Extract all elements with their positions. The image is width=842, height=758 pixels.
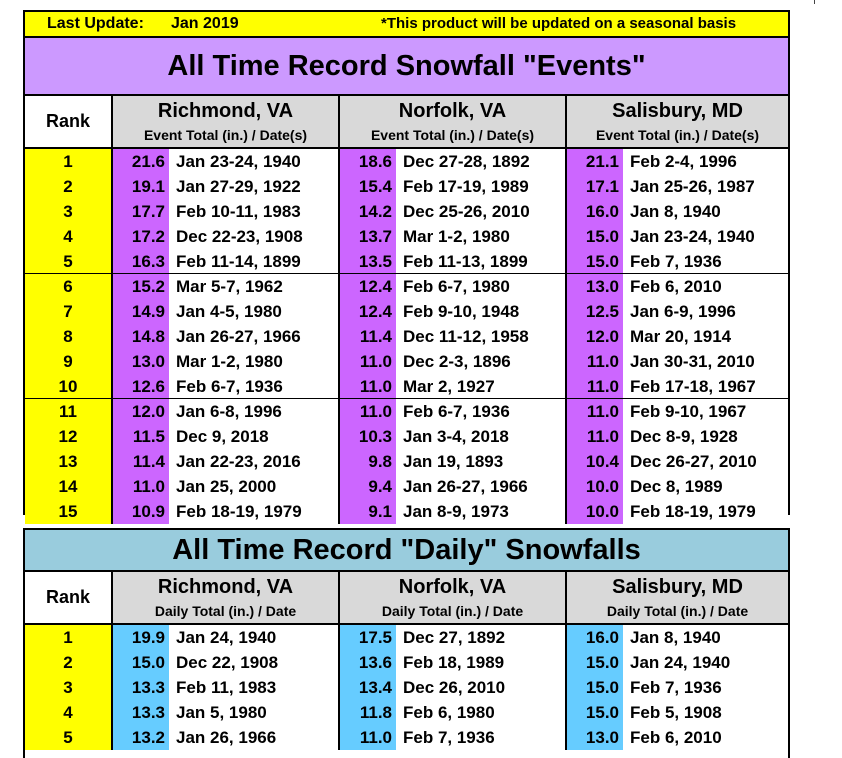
- snowfall-date: Jan 3-4, 2018: [396, 424, 567, 449]
- snowfall-total: 11.0: [340, 349, 396, 374]
- snowfall-total: 13.6: [340, 650, 396, 675]
- snowfall-date: Feb 11, 1983: [169, 675, 340, 700]
- events-city-header-norfolk: [340, 96, 567, 149]
- events-city-header-salisbury: [567, 96, 788, 149]
- daily-title: All Time Record "Daily" Snowfalls: [25, 530, 788, 572]
- city-name: Richmond, VA: [157, 100, 294, 122]
- snowfall-date: Jan 30-31, 2010: [623, 349, 788, 374]
- snowfall-total: 21.6: [113, 149, 169, 174]
- snowfall-total: 12.6: [113, 374, 169, 399]
- column-subheader: Event Total (in.) / Date(s): [143, 127, 308, 143]
- snowfall-date: Mar 20, 1914: [623, 324, 788, 349]
- rank-cell: 3: [25, 199, 113, 224]
- snowfall-total: 17.1: [567, 174, 623, 199]
- snowfall-date: Jan 26-27, 1966: [169, 324, 340, 349]
- last-update-label: Last Update:: [47, 15, 144, 32]
- snowfall-date: Feb 6, 2010: [623, 274, 788, 299]
- snowfall-total: 11.8: [340, 700, 396, 725]
- snowfall-total: 13.3: [113, 675, 169, 700]
- snowfall-date: Feb 18, 1989: [396, 650, 567, 675]
- snowfall-date: Feb 18-19, 1979: [623, 499, 788, 524]
- snowfall-date: Mar 2, 1927: [396, 374, 567, 399]
- snowfall-total: 11.0: [567, 349, 623, 374]
- rank-cell: 2: [25, 650, 113, 675]
- update-bar: [25, 12, 788, 38]
- snowfall-total: 15.0: [113, 650, 169, 675]
- snowfall-total: 10.0: [567, 474, 623, 499]
- snowfall-total: 10.3: [340, 424, 396, 449]
- snowfall-total: 11.4: [340, 324, 396, 349]
- snowfall-total: 11.4: [113, 449, 169, 474]
- snowfall-date: Mar 5-7, 1962: [169, 274, 340, 299]
- snowfall-date: Dec 9, 2018: [169, 424, 340, 449]
- snowfall-date: Mar 1-2, 1980: [169, 349, 340, 374]
- rank-cell: 8: [25, 324, 113, 349]
- snowfall-total: 15.2: [113, 274, 169, 299]
- column-subheader: Daily Total (in.) / Date: [381, 603, 524, 619]
- snowfall-total: 11.0: [567, 374, 623, 399]
- snowfall-date: Feb 11-13, 1899: [396, 249, 567, 274]
- snowfall-total: 12.0: [113, 399, 169, 424]
- last-update-date: Jan 2019: [171, 15, 239, 32]
- snowfall-total: 15.0: [567, 700, 623, 725]
- snowfall-total: 11.0: [567, 399, 623, 424]
- snowfall-date: Jan 24, 1940: [623, 650, 788, 675]
- rank-cell: 5: [25, 249, 113, 274]
- snowfall-total: 17.7: [113, 199, 169, 224]
- snowfall-date: Dec 22-23, 1908: [169, 224, 340, 249]
- column-subheader: Daily Total (in.) / Date: [154, 603, 297, 619]
- rank-cell: 1: [25, 149, 113, 174]
- daily-rank-header: Rank: [25, 572, 113, 625]
- column-subheader: Event Total (in.) / Date(s): [370, 127, 535, 143]
- snowfall-date: Dec 27, 1892: [396, 625, 567, 650]
- snowfall-date: Jan 27-29, 1922: [169, 174, 340, 199]
- scrollbar-edge: [814, 0, 842, 4]
- snowfall-total: 12.0: [567, 324, 623, 349]
- snowfall-total: 14.8: [113, 324, 169, 349]
- snowfall-total: 14.2: [340, 199, 396, 224]
- snowfall-date: Dec 25-26, 2010: [396, 199, 567, 224]
- snowfall-date: Dec 8, 1989: [623, 474, 788, 499]
- snowfall-date: Jan 5, 1980: [169, 700, 340, 725]
- snowfall-total: 19.1: [113, 174, 169, 199]
- rank-cell: 7: [25, 299, 113, 324]
- snowfall-date: Feb 7, 1936: [623, 675, 788, 700]
- snowfall-date: Feb 7, 1936: [623, 249, 788, 274]
- rank-cell: 9: [25, 349, 113, 374]
- snowfall-date: Feb 9-10, 1948: [396, 299, 567, 324]
- snowfall-total: 10.4: [567, 449, 623, 474]
- snowfall-date: Feb 5, 1908: [623, 700, 788, 725]
- snowfall-total: 12.5: [567, 299, 623, 324]
- snowfall-total: 21.1: [567, 149, 623, 174]
- snowfall-date: Feb 7, 1936: [396, 725, 567, 750]
- rank-cell: 4: [25, 224, 113, 249]
- snowfall-date: Feb 10-11, 1983: [169, 199, 340, 224]
- snowfall-total: 17.5: [340, 625, 396, 650]
- snowfall-total: 15.0: [567, 675, 623, 700]
- snowfall-total: 15.4: [340, 174, 396, 199]
- snowfall-date: Jan 23-24, 1940: [169, 149, 340, 174]
- snowfall-total: 14.9: [113, 299, 169, 324]
- snowfall-date: Dec 8-9, 1928: [623, 424, 788, 449]
- snowfall-date: Feb 11-14, 1899: [169, 249, 340, 274]
- city-name: Salisbury, MD: [612, 100, 743, 122]
- snowfall-total: 13.2: [113, 725, 169, 750]
- rank-cell: 1: [25, 625, 113, 650]
- snowfall-total: 12.4: [340, 299, 396, 324]
- snowfall-total: 9.8: [340, 449, 396, 474]
- snowfall-date: Dec 27-28, 1892: [396, 149, 567, 174]
- snowfall-total: 10.9: [113, 499, 169, 524]
- snowfall-date: Jan 22-23, 2016: [169, 449, 340, 474]
- snowfall-total: 11.0: [113, 474, 169, 499]
- snowfall-date: Jan 4-5, 1980: [169, 299, 340, 324]
- snowfall-date: Jan 25-26, 1987: [623, 174, 788, 199]
- snowfall-total: 16.3: [113, 249, 169, 274]
- rank-cell: 5: [25, 725, 113, 750]
- snowfall-date: Jan 6-8, 1996: [169, 399, 340, 424]
- snowfall-total: 15.0: [567, 650, 623, 675]
- snowfall-date: Dec 2-3, 1896: [396, 349, 567, 374]
- snowfall-date: Mar 1-2, 1980: [396, 224, 567, 249]
- snowfall-total: 13.0: [567, 725, 623, 750]
- snowfall-date: Dec 11-12, 1958: [396, 324, 567, 349]
- snowfall-date: Feb 9-10, 1967: [623, 399, 788, 424]
- snowfall-total: 13.4: [340, 675, 396, 700]
- rank-cell: 10: [25, 374, 113, 399]
- events-title: All Time Record Snowfall "Events": [25, 38, 788, 96]
- snowfall-total: 13.0: [567, 274, 623, 299]
- snowfall-date: Jan 26, 1966: [169, 725, 340, 750]
- snowfall-total: 11.5: [113, 424, 169, 449]
- snowfall-total: 16.0: [567, 625, 623, 650]
- snowfall-total: 16.0: [567, 199, 623, 224]
- snowfall-total: 11.0: [340, 399, 396, 424]
- snowfall-total: 13.5: [340, 249, 396, 274]
- snowfall-date: Feb 17-18, 1967: [623, 374, 788, 399]
- rank-cell: 12: [25, 424, 113, 449]
- snowfall-total: 11.0: [340, 725, 396, 750]
- snowfall-date: Feb 6-7, 1936: [169, 374, 340, 399]
- snowfall-date: Feb 6-7, 1936: [396, 399, 567, 424]
- snowfall-total: 13.7: [340, 224, 396, 249]
- snowfall-date: Jan 19, 1893: [396, 449, 567, 474]
- daily-city-header-salisbury: [567, 572, 788, 625]
- snowfall-date: Jan 8-9, 1973: [396, 499, 567, 524]
- rank-cell: 4: [25, 700, 113, 725]
- snowfall-total: 13.3: [113, 700, 169, 725]
- city-name: Salisbury, MD: [612, 576, 743, 598]
- column-subheader: Daily Total (in.) / Date: [606, 603, 749, 619]
- daily-table: [23, 528, 790, 758]
- snowfall-date: Jan 6-9, 1996: [623, 299, 788, 324]
- city-name: Norfolk, VA: [398, 576, 507, 598]
- snowfall-date: Jan 24, 1940: [169, 625, 340, 650]
- events-table: [23, 10, 790, 521]
- snowfall-date: Jan 8, 1940: [623, 199, 788, 224]
- snowfall-date: Dec 22, 1908: [169, 650, 340, 675]
- snowfall-total: 11.0: [567, 424, 623, 449]
- snowfall-date: Feb 17-19, 1989: [396, 174, 567, 199]
- snowfall-date: Feb 6-7, 1980: [396, 274, 567, 299]
- snowfall-total: 12.4: [340, 274, 396, 299]
- city-name: Norfolk, VA: [398, 100, 507, 122]
- daily-city-header-richmond: [113, 572, 340, 625]
- snowfall-date: Feb 2-4, 1996: [623, 149, 788, 174]
- snowfall-total: 18.6: [340, 149, 396, 174]
- city-name: Richmond, VA: [157, 576, 294, 598]
- snowfall-date: Feb 6, 1980: [396, 700, 567, 725]
- snowfall-date: Jan 23-24, 1940: [623, 224, 788, 249]
- rank-cell: 11: [25, 399, 113, 424]
- rank-cell: 15: [25, 499, 113, 524]
- snowfall-total: 15.0: [567, 249, 623, 274]
- snowfall-date: Feb 18-19, 1979: [169, 499, 340, 524]
- snowfall-total: 15.0: [567, 224, 623, 249]
- daily-city-header-norfolk: [340, 572, 567, 625]
- rank-cell: 14: [25, 474, 113, 499]
- snowfall-total: 11.0: [340, 374, 396, 399]
- rank-cell: 6: [25, 274, 113, 299]
- snowfall-total: 10.0: [567, 499, 623, 524]
- snowfall-total: 13.0: [113, 349, 169, 374]
- snowfall-total: 19.9: [113, 625, 169, 650]
- snowfall-total: 9.4: [340, 474, 396, 499]
- snowfall-total: 9.1: [340, 499, 396, 524]
- snowfall-date: Jan 26-27, 1966: [396, 474, 567, 499]
- rank-cell: 2: [25, 174, 113, 199]
- events-city-header-richmond: [113, 96, 340, 149]
- snowfall-date: Dec 26, 2010: [396, 675, 567, 700]
- events-rank-header: Rank: [25, 96, 113, 149]
- snowfall-date: Jan 8, 1940: [623, 625, 788, 650]
- snowfall-date: Feb 6, 2010: [623, 725, 788, 750]
- rank-cell: 13: [25, 449, 113, 474]
- snowfall-total: 17.2: [113, 224, 169, 249]
- snowfall-date: Dec 26-27, 2010: [623, 449, 788, 474]
- snowfall-date: Jan 25, 2000: [169, 474, 340, 499]
- update-note: *This product will be updated on a seasonal basis: [381, 15, 737, 32]
- rank-cell: 3: [25, 675, 113, 700]
- column-subheader: Event Total (in.) / Date(s): [595, 127, 760, 143]
